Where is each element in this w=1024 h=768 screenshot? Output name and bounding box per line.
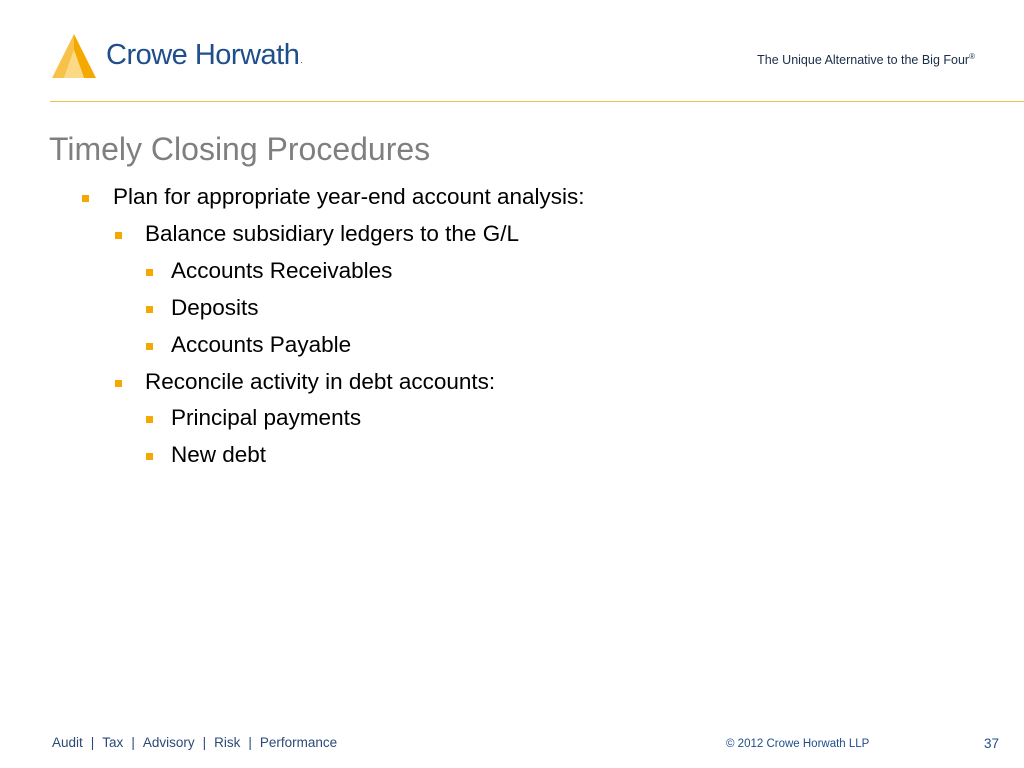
bullet-text: Principal payments bbox=[171, 405, 362, 430]
footer-service-advisory: Advisory bbox=[142, 735, 195, 750]
bullet-item bbox=[146, 405, 361, 431]
footer-service-audit: Audit bbox=[52, 735, 83, 750]
slide-title: Timely Closing Procedures bbox=[49, 131, 431, 167]
bullet-text: Plan for appropriate year-end account analysis: bbox=[113, 184, 585, 209]
bullet-item bbox=[146, 258, 392, 284]
square-bullet-icon bbox=[115, 232, 122, 239]
footer-service-tax: Tax bbox=[102, 735, 124, 750]
bullet-text: Reconcile activity in debt accounts: bbox=[145, 369, 496, 394]
header-tagline: The Unique Alternative to the Big Four® bbox=[757, 52, 975, 68]
footer-separator: | bbox=[90, 735, 95, 750]
bullet-text: Balance subsidiary ledgers to the G/L bbox=[145, 221, 519, 246]
square-bullet-icon bbox=[82, 195, 89, 202]
bullet-item bbox=[82, 184, 585, 210]
square-bullet-icon bbox=[146, 416, 153, 423]
footer-services bbox=[52, 735, 337, 750]
registered-mark: ® bbox=[969, 52, 975, 61]
footer-separator: | bbox=[131, 735, 135, 750]
bullet-text: Deposits bbox=[171, 295, 259, 320]
bullet-text: Accounts Receivables bbox=[171, 258, 393, 283]
footer-separator: | bbox=[248, 735, 252, 750]
square-bullet-icon bbox=[146, 453, 153, 460]
footer-service-risk: Risk bbox=[214, 735, 241, 750]
header-divider bbox=[50, 101, 1024, 102]
copyright-notice: © 2012 Crowe Horwath LLP bbox=[726, 738, 870, 750]
page-number: 37 bbox=[983, 736, 999, 751]
footer-separator: | bbox=[202, 735, 207, 750]
bullet-item bbox=[146, 295, 259, 321]
crowe-horwath-logo-icon bbox=[50, 32, 98, 78]
bullet-text: Accounts Payable bbox=[171, 332, 352, 357]
logo-wordmark: Crowe Horwath. bbox=[106, 38, 303, 71]
square-bullet-icon bbox=[146, 269, 153, 276]
square-bullet-icon bbox=[115, 380, 122, 387]
bullet-text: New debt bbox=[171, 442, 267, 467]
square-bullet-icon bbox=[146, 343, 153, 350]
bullet-item bbox=[146, 332, 351, 358]
bullet-item bbox=[115, 221, 519, 247]
crowe-horwath-logo bbox=[50, 30, 302, 80]
footer-service-performance: Performance bbox=[259, 735, 338, 750]
bullet-item bbox=[115, 369, 495, 395]
bullet-item bbox=[146, 442, 266, 468]
square-bullet-icon bbox=[146, 306, 153, 313]
